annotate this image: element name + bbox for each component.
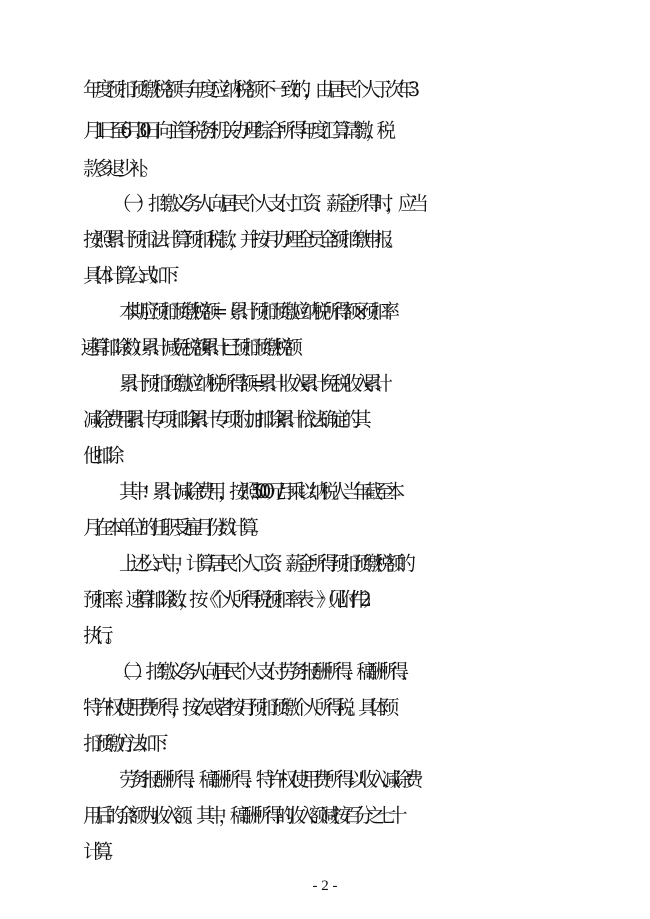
text-line-content: 计算。 <box>83 840 117 863</box>
text-line-content: 本期应预扣预缴税额=（累计预扣预缴应纳税所得额×预扣率 <box>119 300 391 323</box>
text-line <box>0 118 650 144</box>
text-line <box>0 803 650 829</box>
text-line-content: 月1日至6月30日向主管税务机关办理综合所得年度汇算清缴，税 <box>83 119 388 142</box>
text-line-content: 用后的余额为收入额。其中，稿酬所得的收入额减按百分之七十 <box>83 804 400 827</box>
text-line <box>0 839 650 865</box>
text-line <box>0 551 650 577</box>
text-line-content: 执行。 <box>83 624 117 647</box>
text-line-content: 按照累计预扣法计算预扣税款，并按月办理全员全额扣缴申报。 <box>83 228 397 251</box>
text-line <box>0 335 650 361</box>
text-line-content: 年度预扣预缴税额与年度应纳税额不一致的，由居民个人于次年3 <box>83 78 413 101</box>
text-line-content: （二）扣缴义务人向居民个人支付劳务报酬所得、稿酬所得、 <box>112 660 412 683</box>
text-line <box>0 515 650 541</box>
page-number: - 2 - <box>312 878 338 894</box>
text-line-content: （一）扣缴义务人向居民个人支付工资、薪金所得时，应当 <box>112 192 422 215</box>
text-line-content: 具体计算公式如下： <box>83 264 183 287</box>
text-line-content: 他扣除 <box>83 444 117 467</box>
text-line <box>0 407 650 433</box>
text-line <box>0 443 650 469</box>
text-line-content: 累计预扣预缴应纳税所得额=累计收入-累计免税收入-累计 <box>119 372 385 395</box>
text-line-content: 款多退少补。 <box>83 157 153 180</box>
text-line <box>0 479 650 505</box>
text-line <box>0 767 650 793</box>
text-line <box>0 659 650 685</box>
text-line <box>0 299 650 325</box>
text-line-content: 上述公式中，计算居民个人工资、薪金所得预扣预缴税额的 <box>119 552 408 575</box>
text-line <box>0 695 650 721</box>
text-line <box>0 77 650 103</box>
text-line <box>0 371 650 397</box>
text-line-content: 扣预缴方法如下： <box>83 732 172 755</box>
text-line <box>0 156 650 182</box>
text-line-content: 减除费用-累计专项扣除-累计专项附加扣除-累计依法确定的其 <box>83 408 364 431</box>
text-line <box>0 587 650 613</box>
text-line <box>0 731 650 757</box>
text-line <box>0 263 650 289</box>
text-line-content: 特许权使用费所得，按次或者按月预扣预缴个人所得税。具体预 <box>83 696 392 719</box>
text-line <box>0 191 650 217</box>
text-line-content: 预扣率、速算扣除数，按《个人所得税预扣率表一》（见附件2） <box>83 588 374 611</box>
text-line-content: 其中：累计减除费用，按照5000元/月乘以纳税人当年截至本 <box>119 480 397 503</box>
text-line <box>0 623 650 649</box>
text-line-content: -速算扣除数）-累计减免税额-累计已预扣预缴税额 <box>83 336 294 359</box>
text-line <box>0 227 650 253</box>
text-line-content: 月在本单位的任职受雇月份数计算。 <box>83 516 263 539</box>
text-line-content: 劳务报酬所得、稿酬所得、特许权使用费所得以收入减除费 <box>119 768 416 791</box>
